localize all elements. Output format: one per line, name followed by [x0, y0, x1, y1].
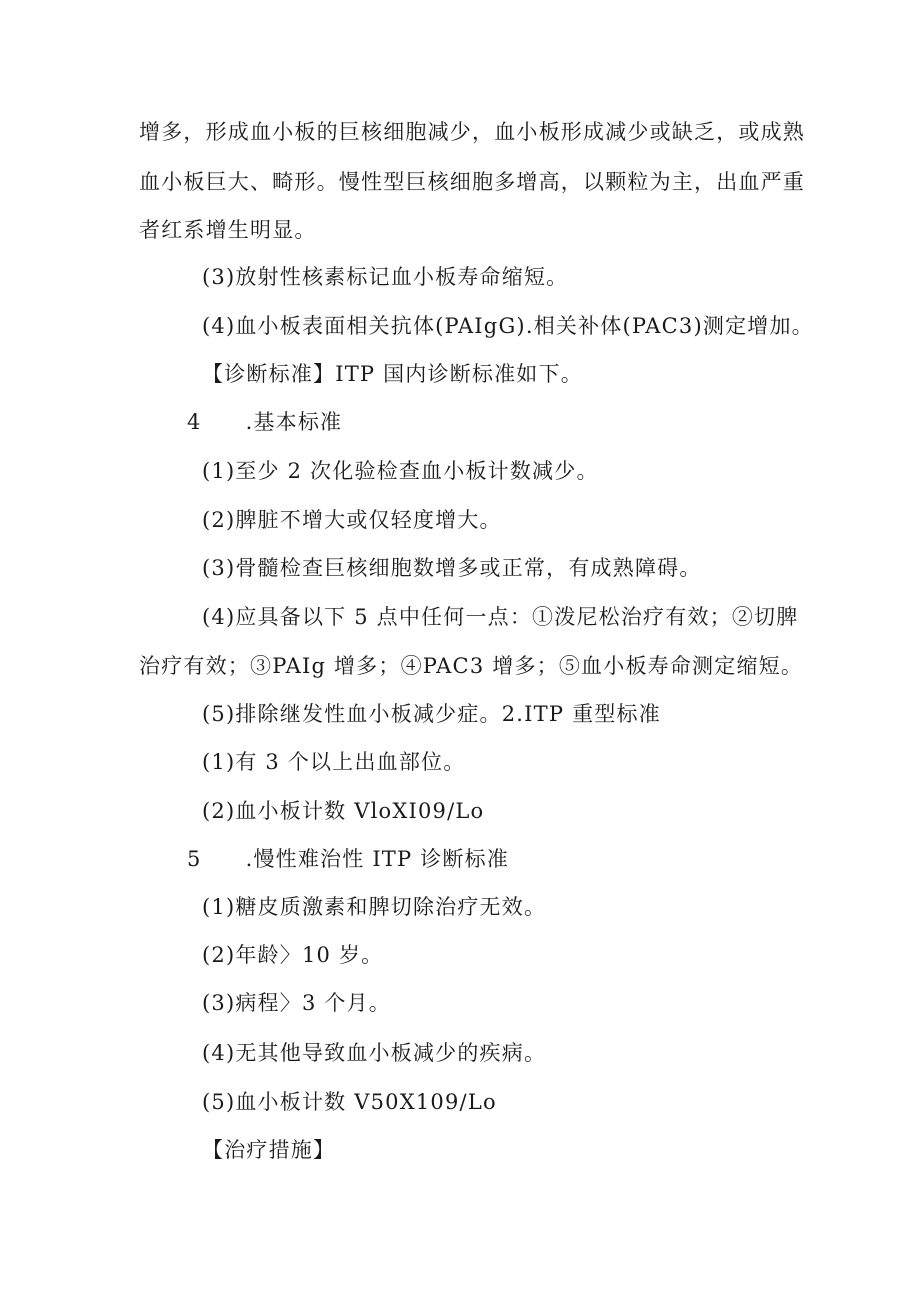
- list-item: (2)年龄〉10 岁。: [202, 943, 384, 967]
- list-item: (3)骨髓检查巨核细胞数增多或正常，有成熟障碍。: [202, 556, 702, 580]
- paragraph-line: 增多，形成血小板的巨核细胞减少，血小板形成减少或缺乏，或成熟: [139, 120, 805, 144]
- list-item: (1)至少 2 次化验检查血小板计数减少。: [202, 459, 599, 483]
- list-item: (2)脾脏不增大或仅轻度增大。: [202, 508, 502, 532]
- list-item: (5)血小板计数 V50X109∕Lo: [202, 1090, 497, 1114]
- heading-text: .基本标准: [245, 410, 343, 434]
- list-item: (5)排除继发性血小板减少症。2.ITP 重型标准: [202, 702, 661, 726]
- list-item: (1)有 3 个以上出血部位。: [202, 750, 466, 774]
- section-heading: 【治疗措施】: [202, 1138, 336, 1162]
- heading-number: 4: [187, 410, 202, 434]
- heading-number: 5: [187, 847, 202, 871]
- section-heading: 【诊断标准】ITP 国内诊断标准如下。: [202, 362, 583, 386]
- list-item: (3)病程〉3 个月。: [202, 991, 391, 1015]
- list-item: (4)应具备以下 5 点中任何一点：①泼尼松治疗有效；②切脾: [202, 605, 799, 629]
- paragraph-line: 者红系增生明显。: [139, 218, 317, 242]
- paragraph-line: 治疗有效；③PAIg 增多；④PAC3 增多；⑤血小板寿命测定缩短。: [139, 654, 804, 678]
- heading-text: .慢性难治性 ITP 诊断标准: [245, 847, 510, 871]
- numbered-heading: [187, 844, 509, 874]
- numbered-heading: [187, 407, 342, 437]
- list-item: (4)无其他导致血小板减少的疾病。: [202, 1041, 547, 1065]
- list-item: (1)糖皮质激素和脾切除治疗无效。: [202, 895, 547, 919]
- list-item: (2)血小板计数 VloXI09/Lo: [202, 799, 485, 823]
- paragraph-line: 血小板巨大、畸形。慢性型巨核细胞多增高，以颗粒为主，出血严重: [139, 170, 805, 194]
- list-item: (3)放射性核素标记血小板寿命缩短。: [202, 265, 569, 289]
- list-item: (4)血小板表面相关抗体(PAIgG).相关补体(PAC3)测定增加。: [202, 314, 814, 338]
